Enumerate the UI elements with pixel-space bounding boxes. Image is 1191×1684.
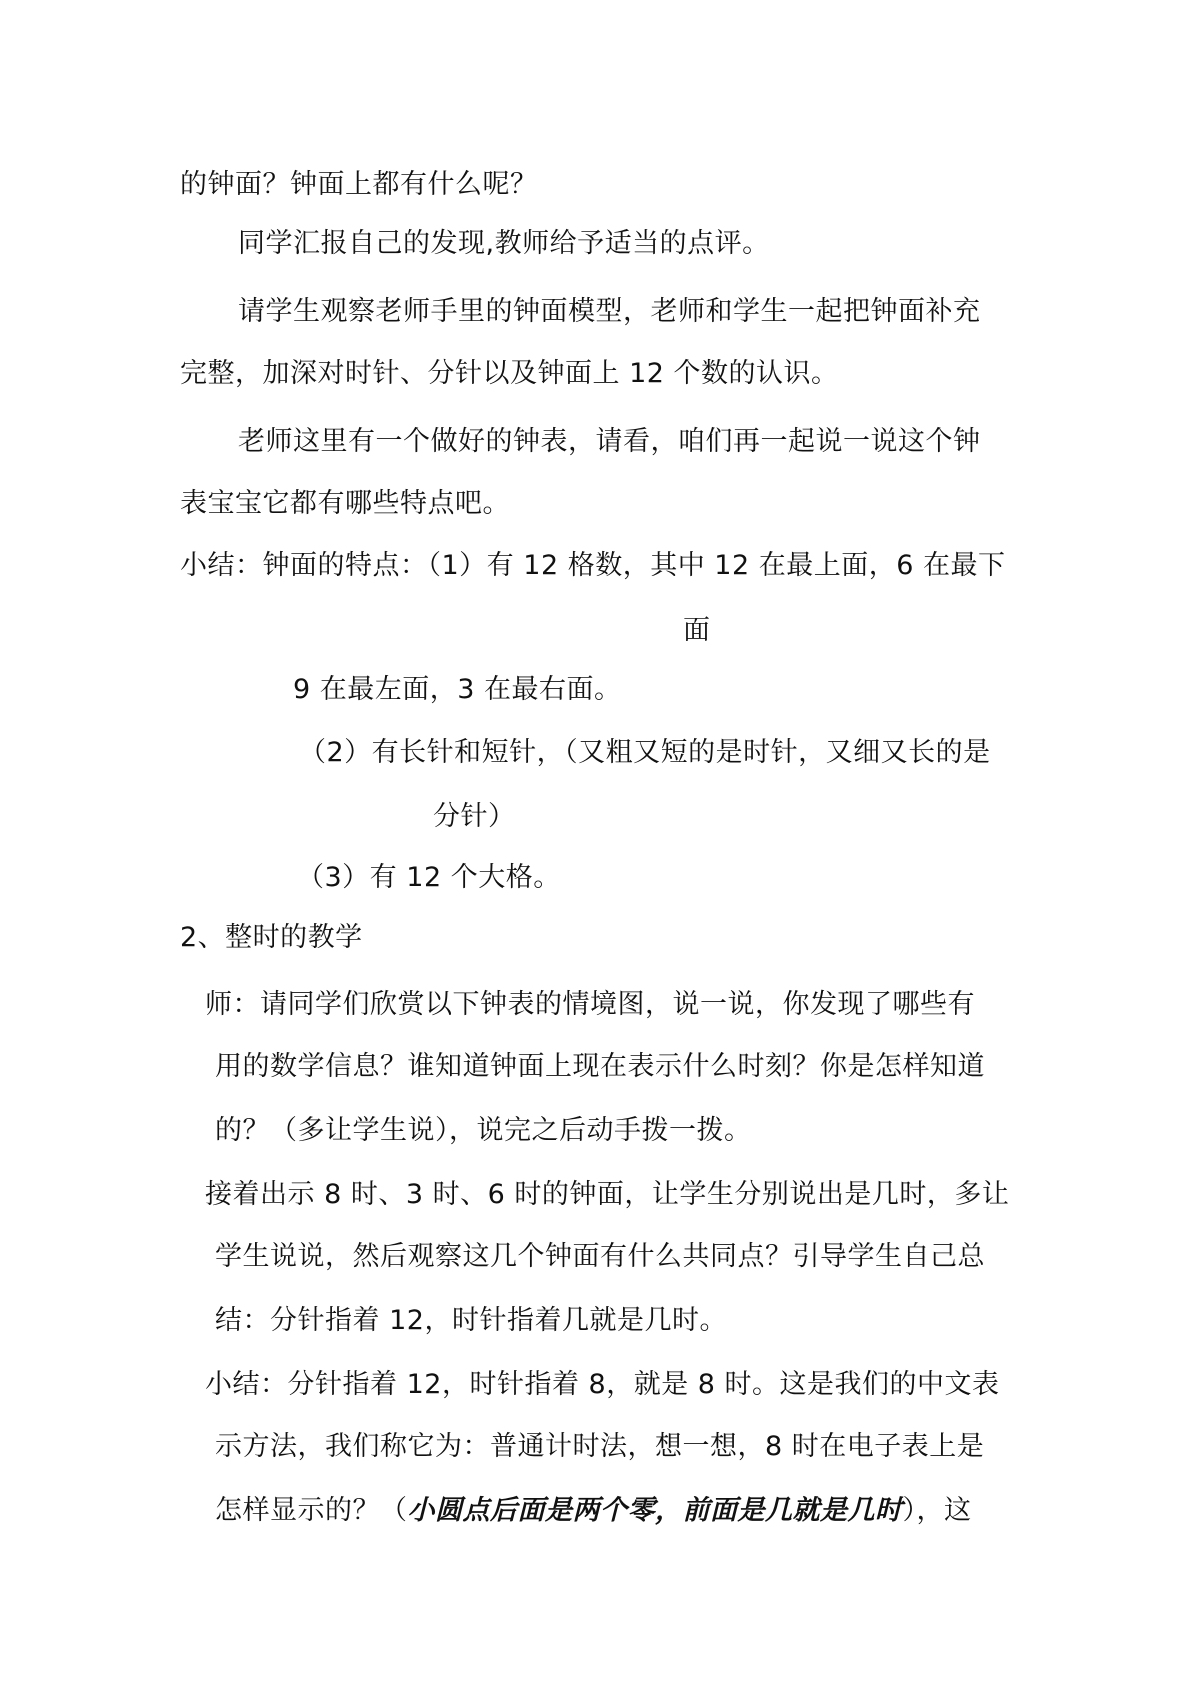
text-line-17: 接着出示 8 时、3 时、6 时的钟面，让学生分别说出是几时，多让 — [205, 1179, 1010, 1210]
last-line-after: ），这 — [902, 1495, 972, 1526]
text-line-20: 小结：分针指着 12，时针指着 8，就是 8 时。这是我们的中文表 — [205, 1369, 1000, 1400]
text-line-5: 老师这里有一个做好的钟表，请看，咱们再一起说一说这个钟 — [238, 426, 981, 457]
text-line-6: 表宝宝它都有哪些特点吧。 — [180, 488, 510, 519]
text-line-16: 的？（多让学生说），说完之后动手拨一拨。 — [215, 1115, 752, 1146]
text-line-10: （2）有长针和短针，（又粗又短的是时针，又细又长的是 — [299, 737, 991, 768]
text-line-7: 小结：钟面的特点：（1）有 12 格数，其中 12 在最上面，6 在最下 — [180, 550, 1006, 581]
text-line-21: 示方法，我们称它为：普通计时法，想一想，8 时在电子表上是 — [215, 1431, 985, 1462]
text-line-8: 面 — [683, 615, 711, 646]
text-line-19: 结：分针指着 12，时针指着几就是几时。 — [215, 1305, 727, 1336]
section-heading: 2、整时的教学 — [180, 922, 363, 953]
emphasized-text: 小圆点后面是两个零，前面是几就是几时 — [407, 1495, 903, 1526]
text-line-1: 的钟面？钟面上都有什么呢？ — [180, 169, 538, 200]
text-line-11: 分针） — [433, 801, 516, 832]
text-line-14: 师：请同学们欣赏以下钟表的情境图，说一说，你发现了哪些有 — [205, 989, 975, 1020]
text-line-3: 请学生观察老师手里的钟面模型，老师和学生一起把钟面补充 — [238, 296, 981, 327]
text-line-4: 完整，加深对时针、分针以及钟面上 12 个数的认识。 — [180, 358, 839, 389]
text-line-2: 同学汇报自己的发现,教师给予适当的点评。 — [238, 228, 770, 259]
text-line-18: 学生说说，然后观察这几个钟面有什么共同点？引导学生自己总 — [215, 1241, 985, 1272]
text-line-15: 用的数学信息？谁知道钟面上现在表示什么时刻？你是怎样知道 — [215, 1051, 985, 1082]
text-line-12: （3）有 12 个大格。 — [297, 862, 561, 893]
text-line-22 — [215, 1493, 972, 1529]
last-line-before: 怎样显示的？（ — [215, 1495, 408, 1526]
text-line-9: 9 在最左面，3 在最右面。 — [293, 674, 622, 705]
